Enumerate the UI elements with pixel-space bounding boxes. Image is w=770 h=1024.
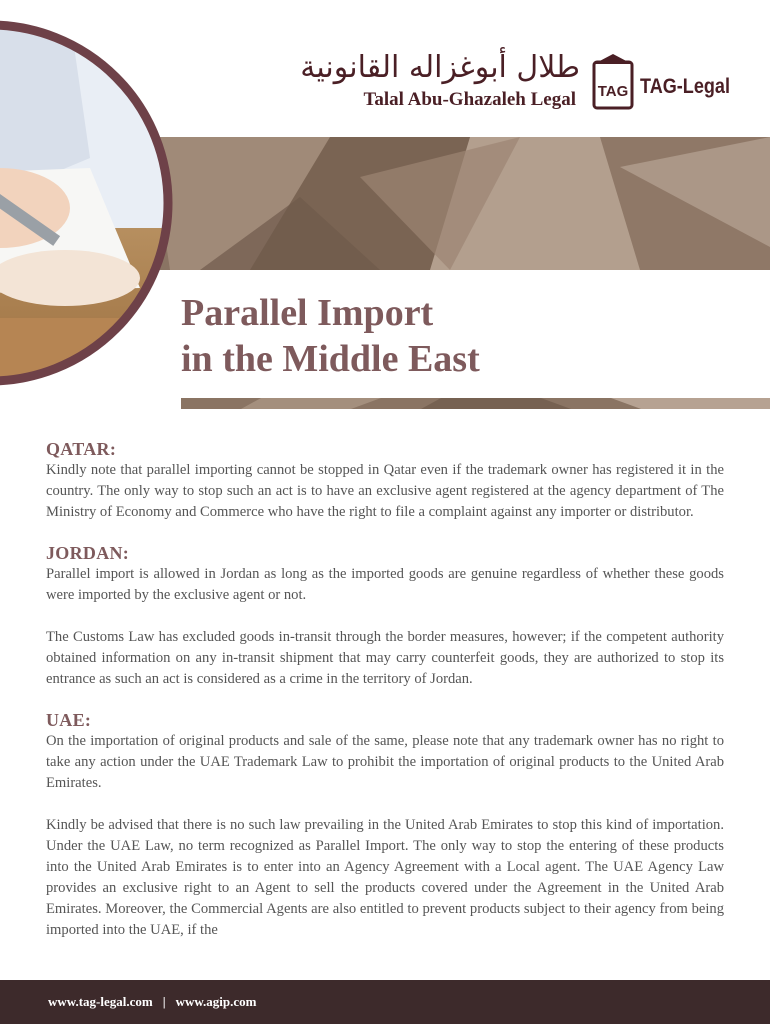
footer-separator: | bbox=[162, 994, 166, 1009]
tag-logo-letters: TAG bbox=[597, 83, 629, 100]
uae-paragraph-1: On the importation of original products and sale of the same, please note that any trademark owner has no right to take any action under the UAE Trademark Law to prohibit the importation of original products to the United Arab Emirates. bbox=[46, 733, 724, 791]
tag-logo-mark bbox=[592, 54, 634, 114]
uae-paragraph-2: Kindly be advised that there is no such law prevailing in the United Arab Emirates to stop this kind of importation. Under the UAE Law, no term recognized as Parallel Import. The only way to stop the entering of these products into the United Arab Emirates is to enter into an Agency Agreement with a Local agent. The UAE Agency Law provides an exclusive right to an Agent to sell the products covered under the Agreement in the United Arab Emirates. Moreover, the Commercial Agents are also entitled to prevent products subject to their agency from being imported into the UAE, if the bbox=[46, 817, 724, 938]
qatar-paragraph-1: Kindly note that parallel importing cannot be stopped in Qatar even if the trademark owner has registered it in the country. The only way to stop such an act is to have an exclusive agent registered at the agency department of The Ministry of Economy and Commerce who have the right to file a complaint against any importer or distributor. bbox=[46, 462, 724, 520]
jordan-paragraph-1: Parallel import is allowed in Jordan as long as the imported goods are genuine regardless of whether these goods were imported by the exclusive agent or not. bbox=[46, 566, 724, 603]
section-heading-uae: UAE: bbox=[46, 710, 92, 730]
footer-links bbox=[48, 993, 256, 1011]
jordan-paragraph-2: The Customs Law has excluded goods in-transit through the border measures, however; if the competent authority obtained information on any in-transit shipment that may carry counterfeit goods, they are authorized to stop its entrance as such an act is considered as a crime in the territory of Jordan. bbox=[46, 629, 724, 687]
footer-link-tag-legal[interactable]: www.tag-legal.com bbox=[48, 994, 153, 1009]
title-line-1: Parallel Import bbox=[181, 292, 434, 334]
brand-short-name: TAG-Legal bbox=[640, 75, 730, 98]
hands-writing-photo bbox=[0, 18, 182, 388]
section-heading-jordan: JORDAN: bbox=[46, 543, 130, 563]
brand-arabic-name: طلال أبوغزاله القانونية bbox=[300, 50, 580, 85]
section-heading-qatar: QATAR: bbox=[46, 439, 117, 459]
title-underline-bar bbox=[181, 398, 770, 409]
document-body bbox=[46, 438, 724, 941]
brand-english-name: Talal Abu-Ghazaleh Legal bbox=[363, 89, 576, 110]
title-line-2: in the Middle East bbox=[181, 338, 480, 380]
footer-link-agip[interactable]: www.agip.com bbox=[175, 994, 257, 1009]
page-title bbox=[181, 290, 741, 382]
